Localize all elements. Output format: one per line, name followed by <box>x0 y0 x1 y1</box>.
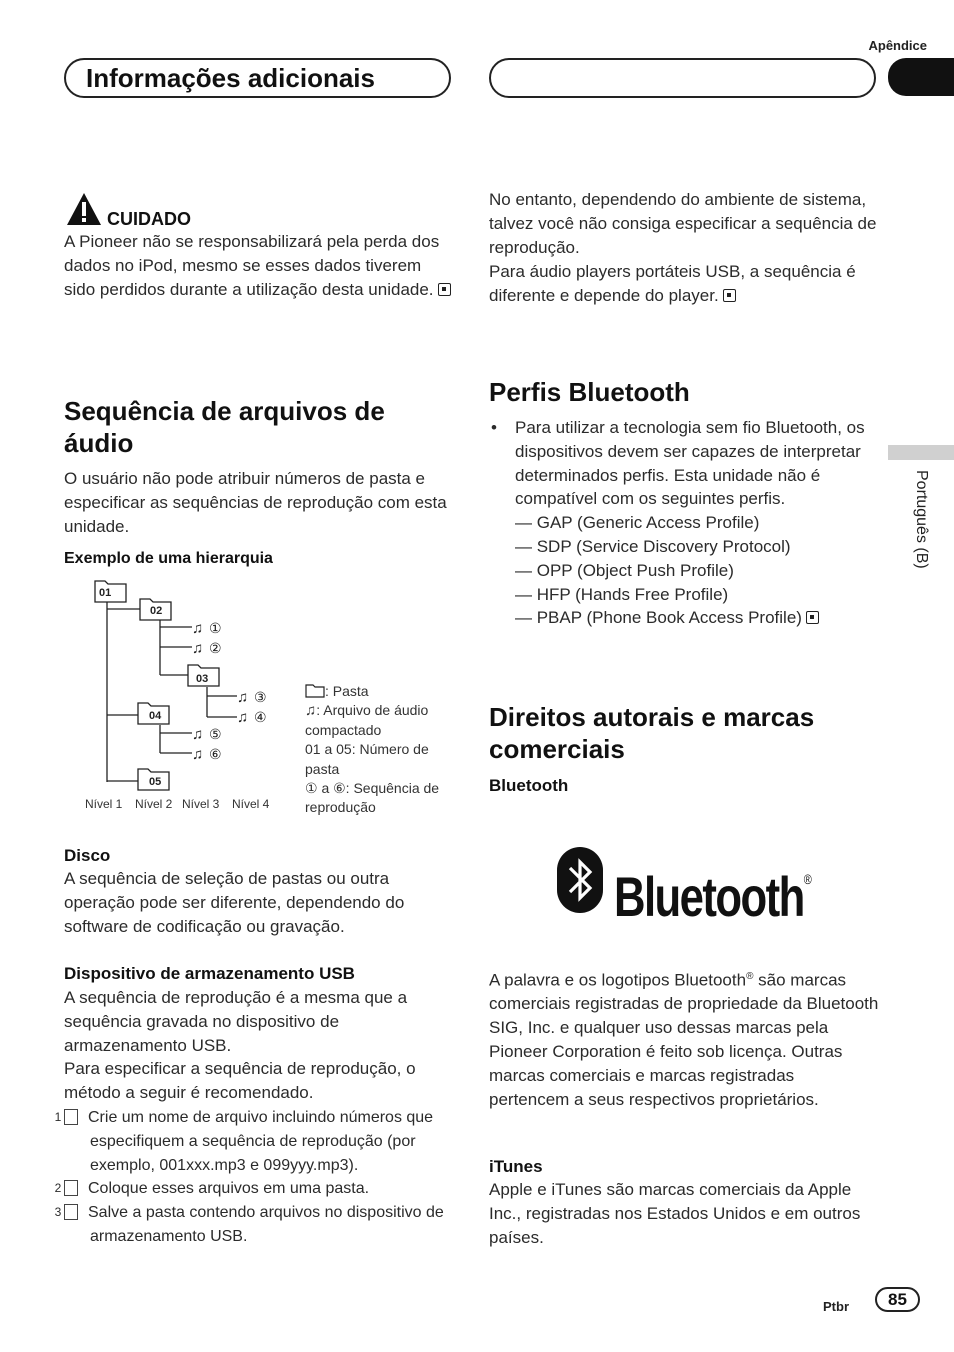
corner-label: Apêndice <box>868 38 927 53</box>
hierarchy-heading: Exemplo de uma hierarquia <box>64 550 273 567</box>
track-5: ⑤ <box>209 726 222 742</box>
music-note-icon: ♫ <box>237 709 249 726</box>
bluetooth-rune-icon <box>556 846 604 914</box>
track-6: ⑥ <box>209 746 222 762</box>
step-item: 2 Coloque esses arquivos em uma pasta. <box>54 1180 370 1198</box>
intro-text-2: Para áudio players portáteis USB, a sequência é diferente e depende do player. <box>489 262 856 305</box>
usb-steps <box>54 1106 452 1249</box>
folder-label: 03 <box>196 673 209 685</box>
folder-icon <box>305 684 325 698</box>
level-2: Nível 2 <box>135 797 173 811</box>
intro-text-1: No entanto, dependendo do ambiente de sistema, talvez você não consiga especificar a sequência de reprodução. <box>489 190 877 257</box>
page-number: 85 <box>875 1287 920 1312</box>
folder-03 <box>188 665 219 686</box>
track-2: ② <box>209 640 222 656</box>
end-mark-icon <box>806 611 819 624</box>
folder-04 <box>138 703 169 724</box>
end-mark-icon <box>438 283 451 296</box>
folder-01 <box>95 581 126 602</box>
disc-text: A sequência de seleção de pastas ou outra operação pode ser diferente, dependendo do software de codificação ou gravação. <box>64 869 405 936</box>
end-mark-icon <box>723 289 736 302</box>
music-note-icon: ♫ <box>192 620 204 637</box>
level-4: Nível 4 <box>232 797 270 811</box>
profiles-bullet: • Para utilizar a tecnologia sem fio Bluetooth, os dispositivos devem ser capazes de interpretar determinados perfis. Esta unidade não é compatível com os seguintes perfis. <box>489 416 881 511</box>
header-empty-box <box>489 58 876 98</box>
bluetooth-text: A palavra e os logotipos Bluetooth® são marcas comerciais registradas de propriedade da Bluetooth SIG, Inc. e qualquer uso dessas marcas pela Pioneer Corporation é feito sob licença. Outras marcas comerciais e marcas registradas pertencem a seus respectivos proprietários. <box>489 970 879 1109</box>
warning-icon <box>65 191 103 227</box>
level-1: Nível 1 <box>85 797 123 811</box>
section-title-box <box>64 58 451 98</box>
folder-label: 01 <box>99 587 112 599</box>
itunes-heading: iTunes <box>489 1157 543 1176</box>
music-note-icon: ♫ <box>192 640 204 657</box>
profile-item: — GAP (Generic Access Profile) <box>515 513 760 533</box>
hierarchy-diagram <box>82 575 282 815</box>
trademarks-heading: Direitos autorais e marcas comerciais <box>489 702 815 764</box>
profiles-heading: Perfis Bluetooth <box>489 377 690 407</box>
bluetooth-heading: Bluetooth <box>489 776 569 795</box>
level-3: Nível 3 <box>182 797 220 811</box>
track-4: ④ <box>254 709 267 725</box>
diagram-legend: : Pasta ♫: Arquivo de áudio compactado 01 a 05: Número de pasta ① a ⑥: Sequência de reprodução <box>305 683 440 816</box>
sequence-heading: Sequência de arquivos de áudio <box>64 396 385 458</box>
caution-text: A Pioneer não se responsabilizará pela perda dos dados no iPod, mesmo se esses dados tiverem sido perdidos durante a utilização desta unidade. <box>64 230 454 301</box>
side-tab-bar <box>888 445 954 460</box>
music-note-icon: ♫ <box>192 746 204 763</box>
disc-heading: Disco <box>64 846 111 865</box>
folder-label: 05 <box>149 776 162 788</box>
usb-text-1: A sequência de reprodução é a mesma que a sequência gravada no dispositivo de armazenamento USB. <box>64 988 408 1055</box>
music-note-icon: ♫ <box>192 726 204 743</box>
music-note-icon: ♫ <box>305 702 317 720</box>
track-1: ① <box>209 620 222 636</box>
folder-label: 04 <box>149 710 162 722</box>
caution-title: CUIDADO <box>107 209 191 229</box>
profile-item: — PBAP (Phone Book Access Profile) <box>489 606 881 630</box>
step-item: 1 Crie um nome de arquivo incluindo números que especifiquem a sequência de reprodução (por exemplo, 001xxx.mp3 e 099yyy.mp3). <box>54 1109 434 1174</box>
step-item: 3 Salve a pasta contendo arquivos no dispositivo de armazenamento USB. <box>54 1204 444 1245</box>
usb-heading: Dispositivo de armazenamento USB <box>64 964 355 983</box>
folder-02 <box>140 599 171 620</box>
footer-lang-code: Ptbr <box>823 1299 849 1314</box>
side-tab-language: Português (B) <box>913 470 930 569</box>
usb-text-2: Para especificar a sequência de reprodução, o método a seguir é recomendado. <box>64 1059 416 1102</box>
header-black-tab <box>888 58 954 96</box>
itunes-text: Apple e iTunes são marcas comerciais da Apple Inc., registradas nos Estados Unidos e em outros países. <box>489 1180 861 1247</box>
music-note-icon: ♫ <box>237 689 249 706</box>
profile-item: — SDP (Service Discovery Protocol) <box>515 536 791 556</box>
section-title: Informações adicionais <box>86 63 375 93</box>
track-3: ③ <box>254 689 267 705</box>
profile-item: — OPP (Object Push Profile) <box>515 560 734 580</box>
profiles-list <box>489 416 881 630</box>
bluetooth-logo-text: Bluetooth® <box>614 865 811 928</box>
folder-label: 02 <box>150 605 163 617</box>
sequence-text: O usuário não pode atribuir números de pasta e especificar as sequências de reprodução com esta unidade. <box>64 469 447 536</box>
folder-05 <box>138 769 169 790</box>
profile-item: — HFP (Hands Free Profile) <box>515 584 729 604</box>
